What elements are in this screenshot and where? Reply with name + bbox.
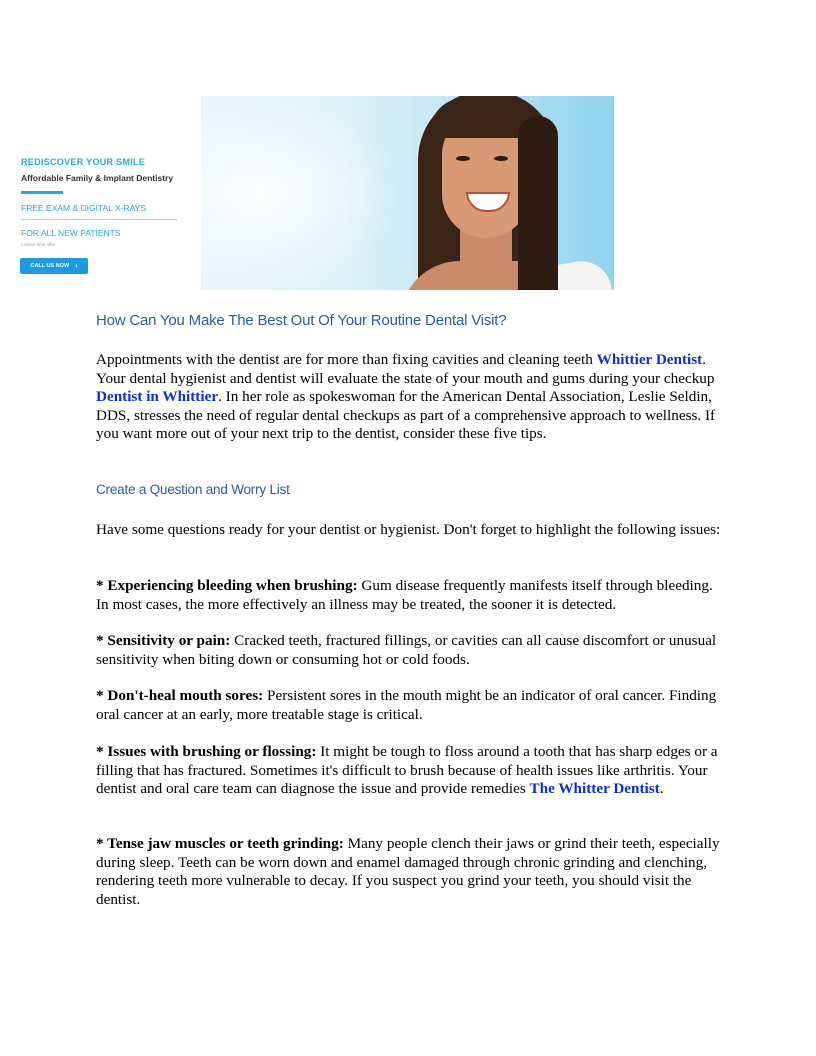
- chevron-right-icon: ›: [75, 262, 78, 270]
- article-title: How Can You Make The Best Out Of Your Routine Dental Visit?: [96, 312, 507, 329]
- tip-brushing-flossing: * Issues with brushing or flossing: It might be tough to floss around a tooth that has sharp edges or a filling that has fractured. Sometimes it's difficult to brush because of health issues like arthritis. Your dentist and oral care team can diagnose the issue and provide remedies The Whitter Dentist.: [96, 743, 718, 797]
- whitter-dentist-link[interactable]: The Whitter Dentist: [529, 780, 660, 797]
- banner-headline: REDISCOVER YOUR SMILE: [21, 157, 146, 167]
- banner-audience: FOR ALL NEW PATIENTS: [21, 228, 121, 238]
- dentist-in-whittier-link[interactable]: Dentist in Whittier: [96, 388, 219, 405]
- tip-jaw-grinding: * Tense jaw muscles or teeth grinding: Many people clench their jaws or grind their teeth, especially during sleep. Teeth can be worn down and enamel damaged through chronic grinding and clenching, rendering teeth more vulnerable to decay. If you suspect you grind your teeth, you should visit the dentist.: [96, 835, 720, 908]
- banner-limited-note: Limited time offer: [21, 242, 56, 247]
- intro-paragraph: Appointments with the dentist are for more than fixing cavities and cleaning teeth Whittier Dentist. Your dental hygienist and dentist will evaluate the state of your mouth and gums during your checkup Dentist in Whittier. In her role as spokeswoman for the American Dental Association, Leslie Seldin, DDS, stresses the need of regular dental checkups as part of a comprehensive approach to wellness. If you want more out of your next trip to the dentist, consider these five tips.: [96, 351, 716, 442]
- banner-glow: [201, 96, 401, 290]
- banner-offer: FREE EXAM & DIGITAL X-RAYS: [21, 203, 147, 213]
- section-intro: Have some questions ready for your dentist or hygienist. Don't forget to highlight the following issues:: [96, 521, 721, 538]
- banner-accent-bar: [21, 191, 63, 194]
- call-us-now-label: CALL US NOW: [30, 263, 70, 269]
- tip-sensitivity: * Sensitivity or pain: Cracked teeth, fractured fillings, or cavities can all cause discomfort or unusual sensitivity when biting down or consuming hot or cold foods.: [96, 632, 717, 668]
- banner-subheadline: Affordable Family & Implant Dentistry: [21, 173, 174, 183]
- banner-divider: [21, 219, 177, 220]
- section-title: Create a Question and Worry List: [96, 482, 290, 497]
- call-us-now-button[interactable]: [20, 258, 88, 274]
- whittier-dentist-link[interactable]: Whittier Dentist: [596, 351, 703, 368]
- smiling-woman-photo: [390, 96, 614, 290]
- tip-bleeding: * Experiencing bleeding when brushing: Gum disease frequently manifests itself through bleeding. In most cases, the more effectively an illness may be treated, the sooner it is detected.: [96, 577, 713, 613]
- tip-mouth-sores: * Don't-heal mouth sores: Persistent sores in the mouth might be an indicator of oral cancer. Finding oral cancer at an early, more treatable stage is critical.: [96, 687, 717, 723]
